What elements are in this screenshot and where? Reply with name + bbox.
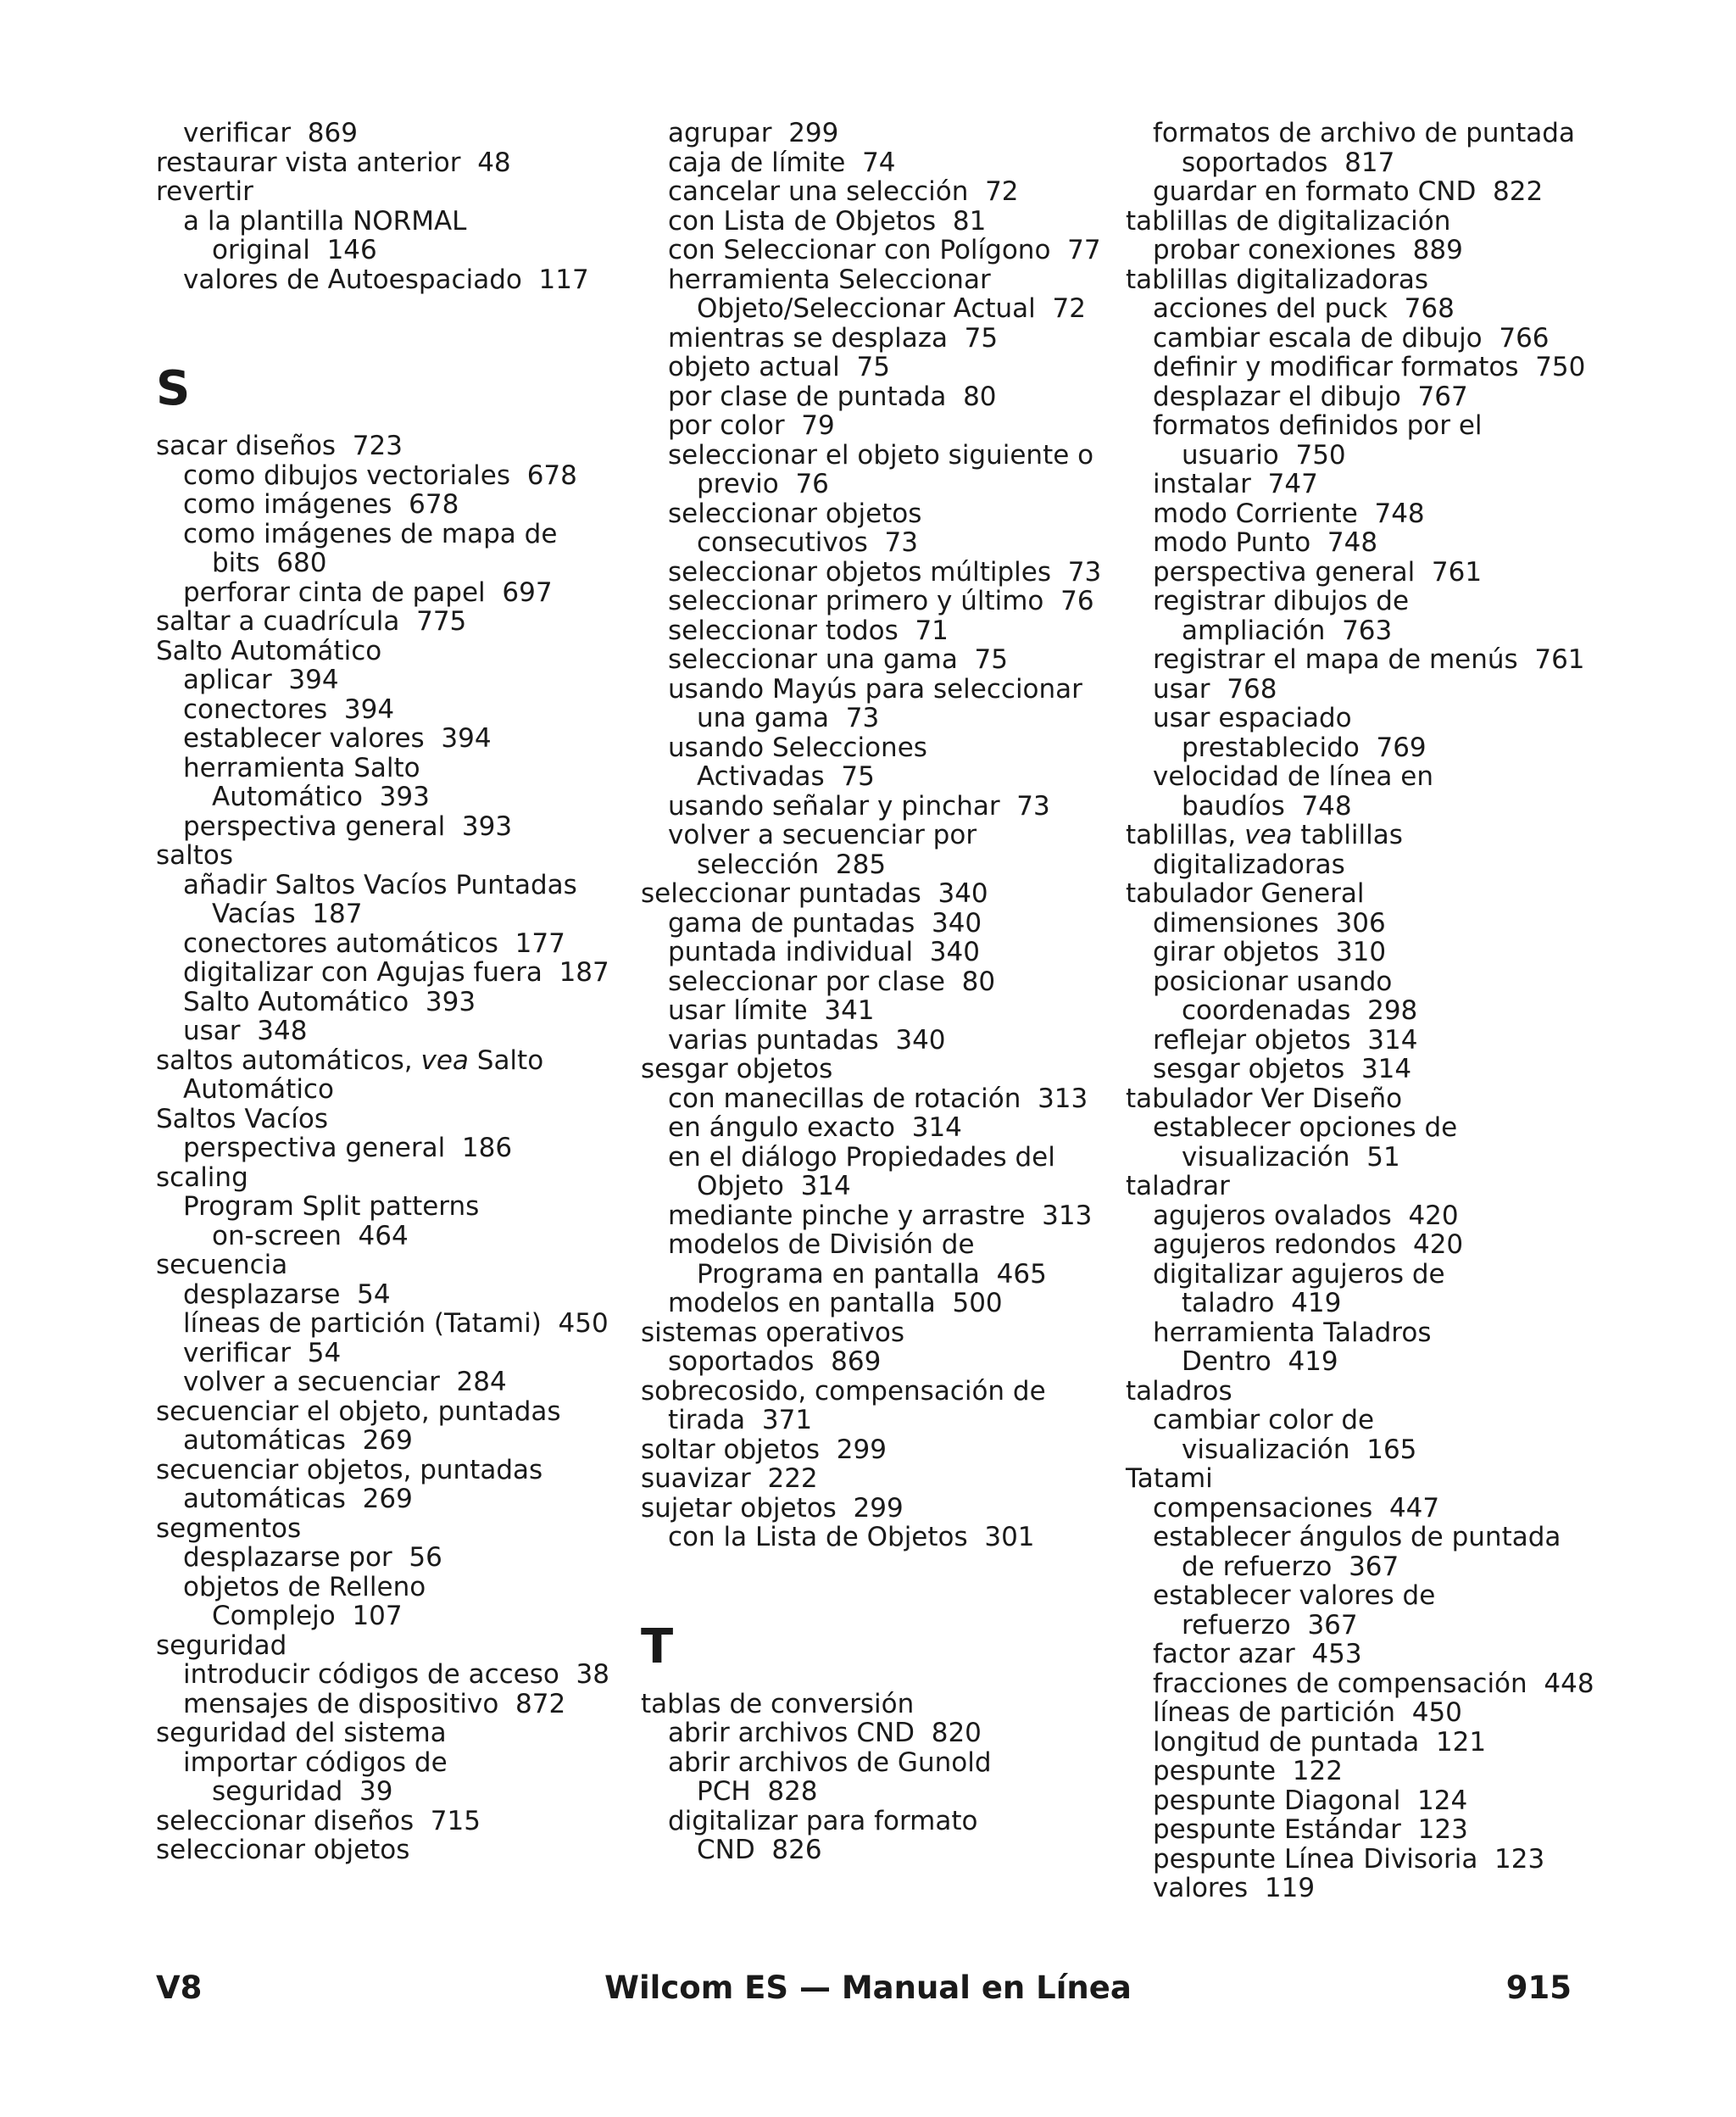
entry-text-rest: tablillas <box>1292 820 1403 850</box>
index-subentry: agujeros ovalados 420 <box>1153 1200 1459 1231</box>
index-subentry: factor azar 453 <box>1153 1639 1362 1669</box>
index-subentry: visualización 165 <box>1182 1434 1417 1465</box>
index-subentry: modo Corriente 748 <box>1153 498 1425 529</box>
index-subentry: varias puntadas 340 <box>668 1024 946 1056</box>
index-subentry: Complejo 107 <box>212 1601 403 1631</box>
index-subentry: con manecillas de rotación 313 <box>668 1083 1088 1114</box>
index-subentry: modelos en pantalla 500 <box>668 1288 1003 1318</box>
index-subentry: herramienta Salto <box>183 752 420 783</box>
index-subentry: desplazar el dibujo 767 <box>1153 381 1468 412</box>
index-column-2 <box>641 119 1116 1865</box>
index-subentry: automáticas 269 <box>183 1484 413 1514</box>
index-subentry: verificar 869 <box>183 118 358 148</box>
index-entry: segmentos <box>156 1513 302 1544</box>
index-subentry: de refuerzo 367 <box>1182 1551 1399 1582</box>
index-subentry: líneas de partición 450 <box>1153 1697 1462 1728</box>
index-subentry: establecer valores 394 <box>183 723 492 754</box>
index-subentry: líneas de partición (Tatami) 450 <box>183 1308 609 1339</box>
index-entry: Saltos Vacíos <box>156 1103 328 1134</box>
index-subentry: una gama 73 <box>697 703 880 733</box>
index-subentry: soportados 817 <box>1182 147 1395 178</box>
index-subentry: reflejar objetos 314 <box>1153 1024 1418 1056</box>
index-subentry: cambiar escala de dibujo 766 <box>1153 322 1550 354</box>
index-subentry: mientras se desplaza 75 <box>668 322 999 354</box>
index-subentry: con Lista de Objetos 81 <box>668 205 987 237</box>
index-subentry: con Seleccionar con Polígono 77 <box>668 235 1101 265</box>
footer-version: V8 <box>156 1969 203 2006</box>
index-subentry: introducir códigos de acceso 38 <box>183 1659 610 1690</box>
index-subentry: tirada 371 <box>668 1405 813 1435</box>
index-entry: soltar objetos 299 <box>641 1434 887 1465</box>
index-subentry: baudíos 748 <box>1182 790 1352 822</box>
index-subentry: Objeto/Seleccionar Actual 72 <box>697 293 1086 324</box>
index-subentry: usando Selecciones <box>668 732 927 763</box>
index-subentry: probar conexiones 889 <box>1153 235 1463 265</box>
index-entry: saltar a cuadrícula 775 <box>156 606 467 637</box>
index-subentry: sesgar objetos 314 <box>1153 1054 1412 1084</box>
index-subentry: PCH 828 <box>697 1776 818 1807</box>
index-subentry: pespunte Estándar 123 <box>1153 1814 1468 1845</box>
index-subentry: usuario 750 <box>1182 439 1346 471</box>
index-subentry: seleccionar el objeto siguiente o <box>668 439 1094 471</box>
index-subentry: velocidad de línea en <box>1153 761 1433 792</box>
index-entry: seleccionar diseños 715 <box>156 1805 481 1836</box>
index-subentry: seleccionar una gama 75 <box>668 644 1008 675</box>
index-subentry: consecutivos 73 <box>697 527 918 558</box>
index-subentry: mensajes de dispositivo 872 <box>183 1688 566 1719</box>
index-entry: seleccionar objetos <box>156 1835 410 1865</box>
index-subentry: caja de límite 74 <box>668 147 896 178</box>
index-subentry: seleccionar por clase 80 <box>668 966 996 997</box>
index-entry: tablas de conversión <box>641 1688 915 1719</box>
index-subentry: establecer opciones de <box>1153 1112 1458 1143</box>
index-subentry: ampliación 763 <box>1182 615 1393 646</box>
index-subentry: fracciones de compensación 448 <box>1153 1668 1594 1699</box>
index-subentry: a la plantilla NORMAL <box>183 205 467 237</box>
index-subentry: Automático 393 <box>212 782 430 812</box>
index-subentry: agrupar 299 <box>668 118 839 148</box>
index-column-1 <box>156 119 631 1865</box>
index-subentry: refuerzo 367 <box>1182 1609 1358 1641</box>
index-subentry: pespunte 122 <box>1153 1756 1343 1786</box>
index-subentry: usar 348 <box>183 1016 308 1046</box>
index-subentry: volver a secuenciar por <box>668 820 977 850</box>
index-subentry: conectores automáticos 177 <box>183 928 565 959</box>
index-subentry: conectores 394 <box>183 694 395 725</box>
index-subentry: usar 768 <box>1153 673 1277 705</box>
index-subentry: registrar dibujos de <box>1153 586 1410 616</box>
index-entry: taladros <box>1126 1375 1232 1407</box>
index-subentry: formatos definidos por el <box>1153 410 1483 441</box>
index-subentry: agujeros redondos 420 <box>1153 1229 1464 1260</box>
index-subentry: guardar en formato CND 822 <box>1153 176 1544 207</box>
index-subentry: establecer ángulos de puntada <box>1153 1522 1561 1552</box>
index-subentry: formatos de archivo de puntada <box>1153 118 1575 148</box>
index-subentry: perforar cinta de papel 697 <box>183 577 553 608</box>
index-subentry: Salto Automático 393 <box>183 986 476 1017</box>
index-subentry: como imágenes de mapa de <box>183 518 558 549</box>
index-subentry: gama de puntadas 340 <box>668 907 982 939</box>
index-subentry: establecer valores de <box>1153 1580 1436 1611</box>
index-subentry: longitud de puntada 121 <box>1153 1726 1487 1758</box>
index-subentry: Automático <box>183 1074 334 1105</box>
entry-text: saltos automáticos, <box>156 1045 421 1076</box>
index-subentry: dimensiones 306 <box>1153 907 1386 939</box>
index-entry: secuencia <box>156 1250 288 1280</box>
index-subentry: Vacías 187 <box>212 899 363 929</box>
index-subentry: objetos de Relleno <box>183 1571 426 1602</box>
index-subentry: perspectiva general 761 <box>1153 556 1483 588</box>
footer-page-number: 915 <box>1505 1969 1572 2006</box>
index-subentry: acciones del puck 768 <box>1153 293 1455 324</box>
index-entry: secuenciar el objeto, puntadas <box>156 1396 561 1427</box>
entry-text-rest: Salto <box>468 1045 544 1076</box>
section-letter-heading: S <box>156 361 191 416</box>
index-subentry: CND 826 <box>697 1835 822 1865</box>
index-subentry: pespunte Diagonal 124 <box>1153 1785 1468 1816</box>
index-subentry: on-screen 464 <box>212 1220 409 1251</box>
index-subentry: con la Lista de Objetos 301 <box>668 1522 1035 1552</box>
index-subentry: volver a secuenciar 284 <box>183 1367 507 1397</box>
index-subentry: usando Mayús para seleccionar <box>668 673 1082 705</box>
index-subentry: registrar el mapa de menús 761 <box>1153 644 1585 675</box>
entry-text: tablillas, <box>1126 820 1245 850</box>
index-subentry: Objeto 314 <box>697 1171 851 1201</box>
index-subentry: usando señalar y pinchar 73 <box>668 790 1050 822</box>
index-subentry: definir y modificar formatos 750 <box>1153 352 1586 382</box>
index-subentry: por clase de puntada 80 <box>668 381 997 412</box>
see-reference: vea <box>420 1045 469 1076</box>
index-subentry: Programa en pantalla 465 <box>697 1258 1047 1290</box>
index-subentry: valores de Autoespaciado 117 <box>183 264 589 295</box>
index-subentry: seleccionar todos 71 <box>668 615 949 646</box>
index-subentry: digitalizar agujeros de <box>1153 1258 1445 1290</box>
index-subentry: importar códigos de <box>183 1747 448 1778</box>
index-subentry: objeto actual 75 <box>668 352 890 382</box>
index-subentry: prestablecido 769 <box>1182 732 1427 763</box>
index-entry: seguridad <box>156 1630 287 1661</box>
index-entry: tablillas de digitalización <box>1126 205 1451 237</box>
index-entry: secuenciar objetos, puntadas <box>156 1454 543 1485</box>
index-subentry: como dibujos vectoriales 678 <box>183 460 577 491</box>
index-subentry: soportados 869 <box>668 1346 882 1377</box>
index-entry: sobrecosido, compensación de <box>641 1375 1046 1407</box>
index-entry: sistemas operativos <box>641 1317 905 1348</box>
index-subentry: coordenadas 298 <box>1182 995 1418 1026</box>
index-entry: restaurar vista anterior 48 <box>156 147 511 178</box>
index-subentry: taladro 419 <box>1182 1288 1342 1318</box>
index-subentry: seguridad 39 <box>212 1776 393 1807</box>
index-subentry: automáticas 269 <box>183 1425 413 1456</box>
index-entry: Salto Automático <box>156 635 382 666</box>
index-subentry: compensaciones 447 <box>1153 1492 1440 1524</box>
index-entry: sesgar objetos <box>641 1054 833 1084</box>
index-entry: saltos <box>156 840 234 871</box>
index-column-3 <box>1126 119 1634 1903</box>
index-subentry: digitalizadoras <box>1153 849 1345 880</box>
index-subentry: añadir Saltos Vacíos Puntadas <box>183 869 577 900</box>
index-subentry: herramienta Seleccionar <box>668 264 991 295</box>
index-subentry: perspectiva general 393 <box>183 811 513 842</box>
index-subentry: selección 285 <box>697 849 887 880</box>
index-subentry: perspectiva general 186 <box>183 1133 513 1163</box>
index-subentry: desplazarse por 56 <box>183 1542 442 1573</box>
index-entry: tablillas digitalizadoras <box>1126 264 1429 295</box>
index-entry: sacar diseños 723 <box>156 431 403 461</box>
index-entry: suavizar 222 <box>641 1463 818 1494</box>
index-subentry: digitalizar con Agujas fuera 187 <box>183 957 609 988</box>
index-subentry: en el diálogo Propiedades del <box>668 1141 1055 1173</box>
index-subentry: desplazarse 54 <box>183 1279 391 1310</box>
index-subentry: Activadas 75 <box>697 761 875 792</box>
index-subentry: seleccionar primero y último 76 <box>668 586 1094 616</box>
index-subentry: Dentro 419 <box>1182 1346 1338 1377</box>
index-entry: seleccionar puntadas 340 <box>641 878 988 909</box>
index-subentry: previo 76 <box>697 469 829 499</box>
index-subentry: bits 680 <box>212 548 327 578</box>
index-entry: tabulador General <box>1126 878 1365 909</box>
index-subentry: digitalizar para formato <box>668 1805 978 1836</box>
see-reference: vea <box>1244 820 1293 850</box>
index-subentry: por color 79 <box>668 410 835 441</box>
index-entry: scaling <box>156 1162 248 1193</box>
index-subentry: valores 119 <box>1153 1873 1316 1903</box>
index-subentry: como imágenes 678 <box>183 489 459 520</box>
footer-title: Wilcom ES — Manual en Línea <box>604 1969 1132 2006</box>
index-entry: Tatami <box>1126 1463 1213 1494</box>
index-entry <box>1126 821 1634 850</box>
index-subentry: usar espaciado <box>1153 703 1352 733</box>
index-entry: seguridad del sistema <box>156 1718 447 1748</box>
index-subentry: seleccionar objetos <box>668 498 922 529</box>
index-entry <box>156 1046 631 1076</box>
index-subentry: mediante pinche y arrastre 313 <box>668 1200 1093 1231</box>
index-subentry: Program Split patterns <box>183 1191 480 1222</box>
index-subentry: cambiar color de <box>1153 1405 1375 1435</box>
index-subentry: abrir archivos de Gunold <box>668 1747 992 1778</box>
index-subentry: en ángulo exacto 314 <box>668 1112 962 1143</box>
index-subentry: modelos de División de <box>668 1229 975 1260</box>
index-subentry: pespunte Línea Divisoria 123 <box>1153 1843 1545 1875</box>
index-subentry: aplicar 394 <box>183 665 339 695</box>
index-entry: tabulador Ver Diseño <box>1126 1083 1403 1114</box>
section-letter-heading: T <box>641 1618 674 1674</box>
index-subentry: seleccionar objetos múltiples 73 <box>668 556 1102 588</box>
index-entry: taladrar <box>1126 1171 1230 1201</box>
index-subentry: instalar 747 <box>1153 469 1318 499</box>
index-subentry: verificar 54 <box>183 1337 342 1368</box>
index-subentry: cancelar una selección 72 <box>668 176 1019 207</box>
index-subentry: girar objetos 310 <box>1153 937 1387 967</box>
index-entry: sujetar objetos 299 <box>641 1492 904 1524</box>
index-subentry: original 146 <box>212 235 377 265</box>
index-subentry: posicionar usando <box>1153 966 1393 997</box>
index-entry: revertir <box>156 176 253 207</box>
index-subentry: puntada individual 340 <box>668 937 980 967</box>
index-subentry: abrir archivos CND 820 <box>668 1718 982 1748</box>
index-subentry: herramienta Taladros <box>1153 1317 1432 1348</box>
index-subentry: usar límite 341 <box>668 995 875 1026</box>
index-subentry: modo Punto 748 <box>1153 527 1378 558</box>
index-subentry: visualización 51 <box>1182 1141 1400 1173</box>
